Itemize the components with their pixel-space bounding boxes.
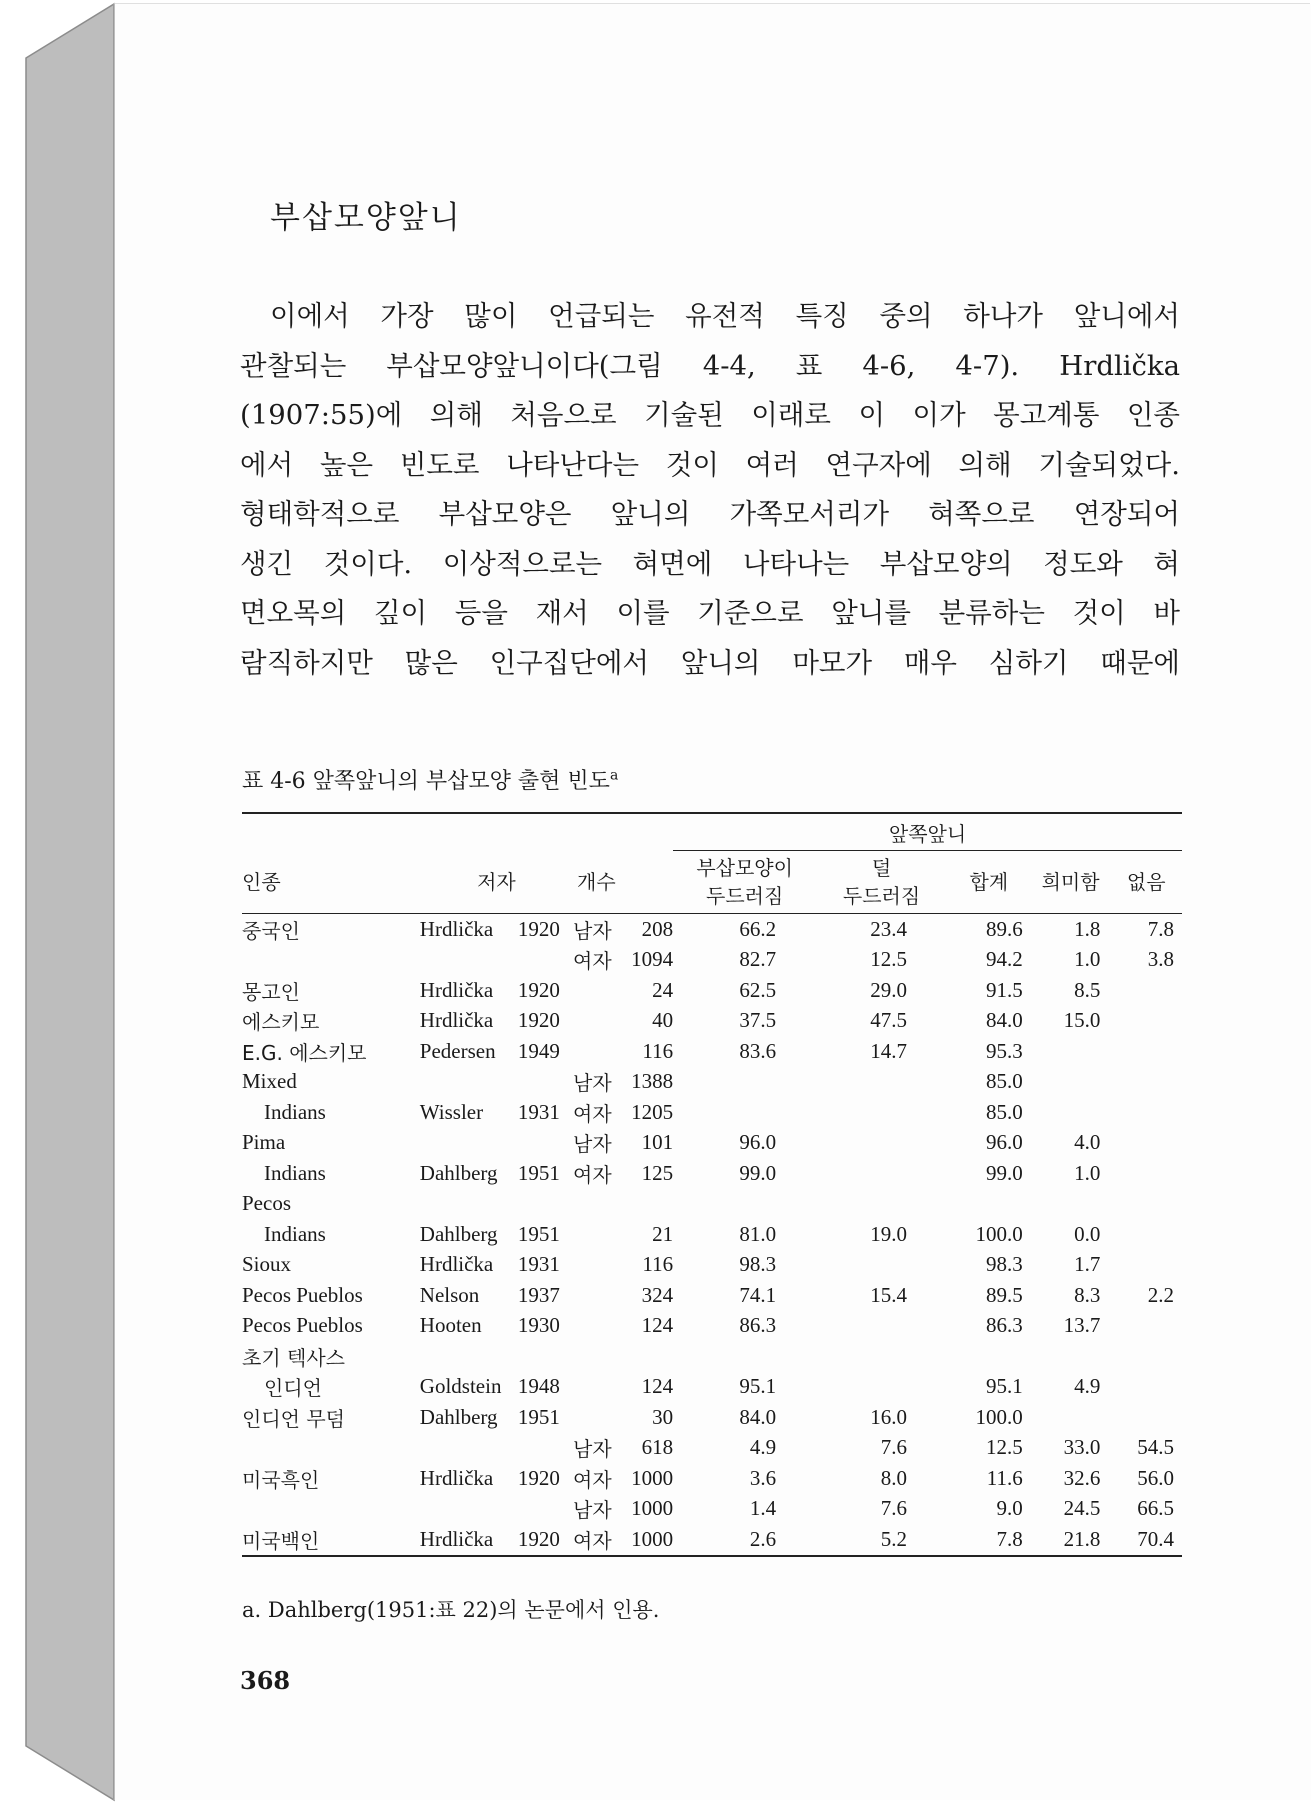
table-row	[242, 1067, 1182, 1098]
cell-total: 11.6	[986, 1465, 1023, 1490]
cell-author: Hrdlička	[419, 916, 494, 941]
cell-author: Pedersen	[419, 1038, 496, 1063]
cell-faint	[1031, 1067, 1111, 1098]
cell-less: 7.6	[880, 1496, 907, 1521]
cell-less	[816, 1158, 947, 1189]
cell-shovel: 74.1	[739, 1282, 777, 1307]
col-header-shovel: 부삽모양이 두드러짐	[696, 856, 793, 908]
cell-race: Indians	[264, 1160, 326, 1185]
cell-less	[816, 1067, 947, 1098]
cell-race: 몽고인	[242, 979, 300, 1004]
cell-none: 7.8	[1147, 916, 1174, 941]
cell-author: Hrdlička	[419, 1252, 494, 1277]
table-row	[242, 1280, 1182, 1311]
cell-total	[947, 1189, 1031, 1220]
cell-faint	[1031, 1402, 1111, 1433]
cell-author	[420, 1433, 516, 1464]
cell-sex	[573, 1311, 622, 1342]
table-row	[242, 1494, 1182, 1525]
body-paragraph	[240, 292, 1180, 688]
cell-shovel: 66.2	[739, 916, 777, 941]
table-row	[242, 1219, 1182, 1250]
cell-sex	[573, 1402, 622, 1433]
cell-race: 인디언	[264, 1376, 322, 1401]
cell-n: 125	[641, 1160, 674, 1185]
cell-author: Hooten	[419, 1313, 482, 1338]
cell-shovel: 96.0	[739, 1130, 777, 1155]
cell-none	[1110, 1250, 1182, 1281]
cell-n: 208	[641, 916, 674, 941]
paragraph-line: 면오목의 깊이 등을 재서 이를 기준으로 앞니를 분류하는 것이 바	[240, 597, 1180, 629]
cell-faint	[1031, 1036, 1111, 1067]
cell-shovel	[673, 1067, 816, 1098]
table-row	[242, 1128, 1182, 1159]
cell-sex: 남자	[573, 1071, 612, 1096]
cell-shovel: 3.6	[749, 1465, 777, 1490]
cell-shovel: 99.0	[739, 1160, 777, 1185]
cell-year	[516, 945, 573, 976]
cell-faint: 8.3	[1074, 1282, 1101, 1307]
table-row	[242, 1463, 1182, 1494]
cell-faint: 33.0	[1063, 1435, 1101, 1460]
cell-sex	[573, 1189, 622, 1220]
table-row	[242, 1402, 1182, 1433]
table-row	[242, 1158, 1182, 1189]
cell-n: 1000	[631, 1526, 674, 1551]
table-row	[242, 914, 1182, 945]
cell-sex: 여자	[573, 1528, 612, 1553]
cell-race: Indians	[264, 1099, 326, 1124]
col-header-none: 없음	[1126, 870, 1166, 894]
cell-year: 1920	[517, 1008, 560, 1033]
col-header-count: 개수	[577, 869, 616, 894]
cell-author	[420, 1067, 516, 1098]
cell-faint: 4.0	[1074, 1130, 1101, 1155]
cell-year: 1931	[517, 1252, 560, 1277]
cell-race: E.G. 에스키모	[242, 1040, 367, 1065]
cell-n	[622, 1189, 673, 1220]
cell-race: Pecos Pueblos	[242, 1313, 363, 1338]
cell-shovel: 1.4	[749, 1496, 777, 1521]
cell-race: 초기 텍사스	[242, 1345, 345, 1370]
cell-year: 1930	[517, 1313, 560, 1338]
cell-none: 2.2	[1147, 1282, 1174, 1307]
cell-year: 1920	[517, 977, 560, 1002]
cell-shovel	[673, 1189, 816, 1220]
cell-race: 미국흑인	[242, 1467, 320, 1492]
cell-race: 미국백인	[242, 1528, 320, 1553]
cell-n: 30	[652, 1404, 674, 1429]
cell-less: 16.0	[870, 1404, 907, 1429]
cell-race: 에스키모	[242, 1010, 320, 1035]
cell-total: 86.3	[985, 1313, 1023, 1338]
cell-none	[1110, 1006, 1182, 1037]
cell-faint: 8.5	[1074, 977, 1101, 1002]
table-row	[242, 1036, 1182, 1067]
cell-shovel: 37.5	[739, 1008, 777, 1033]
cell-less: 14.7	[870, 1038, 907, 1063]
cell-n	[622, 1341, 673, 1372]
paragraph-line: (1907:55)에 의해 처음으로 기술된 이래로 이 이가 몽고계통 인종	[240, 399, 1180, 431]
cell-faint: 15.0	[1063, 1008, 1101, 1033]
cell-n: 618	[641, 1435, 674, 1460]
cell-none	[1110, 1219, 1182, 1250]
cell-author: Hrdlička	[419, 1465, 494, 1490]
table-row	[242, 1524, 1182, 1556]
cell-sex: 남자	[573, 1132, 612, 1157]
cell-none	[1110, 1372, 1182, 1403]
cell-total	[947, 1341, 1031, 1372]
cell-n: 24	[652, 977, 674, 1002]
cell-author: Dahlberg	[419, 1221, 498, 1246]
paragraph-line: 람직하지만 많은 인구집단에서 앞니의 마모가 매우 심하기 때문에	[240, 646, 1180, 679]
page-number: 368	[240, 1666, 291, 1695]
col-header-total: 합계	[969, 870, 1009, 894]
cell-n: 1205	[631, 1099, 674, 1124]
cell-year: 1920	[517, 1465, 560, 1490]
cell-total: 85.0	[985, 1099, 1023, 1124]
cell-year	[516, 1341, 573, 1372]
cell-less: 47.5	[870, 1008, 907, 1033]
cell-author	[420, 1128, 516, 1159]
cell-sex	[573, 1280, 622, 1311]
cell-year	[516, 1067, 573, 1098]
cell-faint: 13.7	[1063, 1313, 1101, 1338]
cell-race	[242, 1433, 420, 1464]
cell-sex: 남자	[573, 918, 612, 943]
cell-less: 23.4	[870, 916, 907, 941]
cell-race: Pima	[242, 1130, 286, 1155]
cell-less: 19.0	[870, 1221, 907, 1246]
cell-race	[242, 945, 420, 976]
cell-sex: 남자	[573, 1437, 612, 1462]
cell-shovel: 84.0	[739, 1404, 777, 1429]
cell-less	[816, 1097, 947, 1128]
cell-sex	[573, 1006, 622, 1037]
cell-total: 91.5	[985, 977, 1023, 1002]
table-row	[242, 1250, 1182, 1281]
cell-faint	[1031, 1097, 1111, 1128]
cell-shovel: 2.6	[749, 1526, 777, 1551]
cell-less	[816, 1189, 947, 1220]
cell-year	[516, 1494, 573, 1525]
cell-less	[816, 1341, 947, 1372]
cell-total: 100.0	[975, 1404, 1023, 1429]
table-footnote: a. Dahlberg(1951:표 22)의 논문에서 인용.	[242, 1598, 660, 1622]
cell-year: 1949	[517, 1038, 560, 1063]
cell-less: 12.5	[870, 947, 907, 972]
cell-total: 96.0	[985, 1130, 1023, 1155]
cell-year	[516, 1433, 573, 1464]
table-row	[242, 1433, 1182, 1464]
cell-faint: 24.5	[1063, 1496, 1101, 1521]
cell-n: 324	[641, 1282, 674, 1307]
cell-faint: 0.0	[1074, 1221, 1101, 1246]
cell-less	[816, 1128, 947, 1159]
cell-shovel	[673, 1341, 816, 1372]
cell-year: 1931	[517, 1099, 560, 1124]
cell-none	[1110, 1158, 1182, 1189]
paragraph-line: 생긴 것이다. 이상적으로는 혀면에 나타나는 부삽모양의 정도와 혀	[240, 547, 1180, 580]
cell-less	[816, 1250, 947, 1281]
cell-author	[420, 1189, 516, 1220]
cell-none	[1110, 1128, 1182, 1159]
cell-faint: 1.8	[1074, 916, 1101, 941]
cell-shovel: 98.3	[739, 1252, 777, 1277]
column-group-header: 앞쪽앞니	[673, 813, 1182, 851]
cell-less: 8.0	[880, 1465, 907, 1490]
cell-total: 84.0	[985, 1008, 1023, 1033]
cell-sex	[573, 1219, 622, 1250]
cell-none	[1110, 1097, 1182, 1128]
cell-n: 101	[641, 1130, 674, 1155]
cell-n: 1000	[631, 1465, 674, 1490]
cell-author: Hrdlička	[419, 1008, 494, 1033]
cell-less	[816, 1372, 947, 1403]
cell-race: Pecos	[242, 1191, 291, 1216]
cell-n: 116	[642, 1252, 674, 1277]
cell-race: Indians	[264, 1221, 326, 1246]
cell-total: 95.3	[985, 1038, 1023, 1063]
cell-author: Dahlberg	[419, 1404, 498, 1429]
table-caption	[242, 764, 618, 795]
cell-sex	[573, 1341, 622, 1372]
cell-less: 15.4	[870, 1282, 907, 1307]
cell-shovel	[673, 1097, 816, 1128]
cell-shovel: 83.6	[739, 1038, 777, 1063]
cell-author: Nelson	[419, 1282, 480, 1307]
cell-sex: 여자	[573, 1162, 612, 1187]
cell-sex: 여자	[573, 1101, 612, 1126]
col-header-faint: 희미함	[1041, 870, 1100, 894]
cell-shovel: 4.9	[749, 1435, 777, 1460]
table-row	[242, 1372, 1182, 1403]
cell-none: 54.5	[1137, 1435, 1174, 1460]
cell-shovel: 86.3	[739, 1313, 777, 1338]
cell-less: 7.6	[880, 1435, 907, 1460]
cell-race: Sioux	[242, 1252, 292, 1277]
cell-sex	[573, 1250, 622, 1281]
cell-faint: 4.9	[1074, 1374, 1101, 1399]
col-header-author: 저자	[477, 869, 516, 894]
cell-less: 5.2	[880, 1526, 907, 1551]
cell-author	[420, 1341, 516, 1372]
table-row	[242, 1311, 1182, 1342]
cell-total: 7.8	[996, 1526, 1023, 1551]
table-row	[242, 945, 1182, 976]
cell-author: Goldstein	[419, 1374, 502, 1399]
cell-total: 89.5	[985, 1282, 1023, 1307]
cell-none	[1110, 1189, 1182, 1220]
cell-none	[1110, 975, 1182, 1006]
cell-author: Hrdlička	[419, 977, 494, 1002]
cell-n: 116	[642, 1038, 674, 1063]
cell-none	[1110, 1067, 1182, 1098]
cell-total: 85.0	[985, 1069, 1023, 1094]
cell-n: 40	[652, 1008, 674, 1033]
cell-race: 인디언 무덤	[242, 1406, 345, 1431]
cell-shovel: 81.0	[739, 1221, 777, 1246]
cell-year	[516, 1128, 573, 1159]
cell-less: 29.0	[870, 977, 907, 1002]
table-row	[242, 1341, 1182, 1372]
cell-none: 3.8	[1147, 947, 1174, 972]
cell-shovel: 62.5	[739, 977, 777, 1002]
cell-sex	[573, 1036, 622, 1067]
cell-year: 1951	[517, 1160, 560, 1185]
cell-none	[1110, 1341, 1182, 1372]
table-row	[242, 1097, 1182, 1128]
cell-n: 1388	[631, 1069, 674, 1094]
cell-total: 98.3	[985, 1252, 1023, 1277]
cell-total: 99.0	[985, 1160, 1023, 1185]
table-row	[242, 975, 1182, 1006]
cell-none: 70.4	[1137, 1526, 1174, 1551]
cell-faint	[1031, 1341, 1111, 1372]
cell-n: 1094	[631, 947, 674, 972]
section-heading: 부삽모양앞니	[270, 200, 462, 236]
cell-none	[1110, 1036, 1182, 1067]
cell-total: 89.6	[985, 916, 1023, 941]
table-caption-text: 표 4-6 앞쪽앞니의 부삽모양 출현 빈도	[242, 769, 610, 794]
cell-author: Dahlberg	[419, 1160, 498, 1185]
cell-race: Pecos Pueblos	[242, 1282, 363, 1307]
cell-author: Hrdlička	[419, 1526, 494, 1551]
cell-sex	[573, 1372, 622, 1403]
cell-shovel: 95.1	[739, 1374, 777, 1399]
cell-none	[1110, 1402, 1182, 1433]
cell-sex: 남자	[573, 1498, 612, 1523]
cell-n: 21	[652, 1221, 674, 1246]
cell-faint: 21.8	[1063, 1526, 1101, 1551]
frequency-table	[242, 812, 1182, 1557]
cell-year: 1920	[517, 1526, 560, 1551]
cell-n: 124	[641, 1374, 674, 1399]
paragraph-line: 관찰되는 부삽모양앞니이다(그림 4-4, 표 4-6, 4-7). Hrdlička	[240, 349, 1180, 382]
cell-faint: 32.6	[1063, 1465, 1101, 1490]
cell-author	[420, 945, 516, 976]
cell-faint: 1.0	[1074, 947, 1101, 972]
cell-total: 100.0	[975, 1221, 1023, 1246]
cell-total: 94.2	[985, 947, 1023, 972]
table-row	[242, 1189, 1182, 1220]
cell-n: 1000	[631, 1496, 674, 1521]
cell-total: 9.0	[996, 1496, 1023, 1521]
cell-year	[516, 1189, 573, 1220]
paragraph-line: 형태학적으로 부삽모양은 앞니의 가쪽모서리가 혀쪽으로 연장되어	[240, 498, 1180, 530]
cell-race: 중국인	[242, 918, 300, 943]
cell-faint: 1.7	[1074, 1252, 1101, 1277]
cell-sex	[573, 975, 622, 1006]
cell-none: 66.5	[1137, 1496, 1174, 1521]
cell-race: Mixed	[242, 1069, 297, 1094]
paragraph-line: 이에서 가장 많이 언급되는 유전적 특징 중의 하나가 앞니에서	[270, 300, 1180, 332]
cell-year: 1951	[517, 1221, 560, 1246]
cell-sex: 여자	[573, 1467, 612, 1492]
cell-sex: 여자	[573, 949, 612, 974]
cell-total: 12.5	[985, 1435, 1023, 1460]
cell-race	[242, 1494, 420, 1525]
table-body	[242, 914, 1182, 1556]
cell-none: 56.0	[1137, 1465, 1174, 1490]
cell-shovel: 82.7	[739, 947, 777, 972]
cell-year: 1937	[517, 1282, 560, 1307]
cell-none	[1110, 1311, 1182, 1342]
cell-faint	[1031, 1189, 1111, 1220]
cell-author: Wissler	[419, 1099, 484, 1124]
cell-less	[816, 1311, 947, 1342]
cell-n: 124	[641, 1313, 674, 1338]
cell-year: 1948	[517, 1374, 560, 1399]
table-caption-footnote-mark: a	[609, 767, 619, 784]
paragraph-line: 에서 높은 빈도로 나타난다는 것이 여러 연구자에 의해 기술되었다.	[240, 448, 1180, 481]
cell-author	[420, 1494, 516, 1525]
table-row	[242, 1006, 1182, 1037]
cell-total: 95.1	[985, 1374, 1023, 1399]
cell-year: 1920	[517, 916, 560, 941]
col-header-less: 덜 두드러짐	[842, 856, 921, 908]
cell-faint: 1.0	[1074, 1160, 1101, 1185]
cell-year: 1951	[517, 1404, 560, 1429]
col-header-race: 인종	[242, 869, 281, 894]
